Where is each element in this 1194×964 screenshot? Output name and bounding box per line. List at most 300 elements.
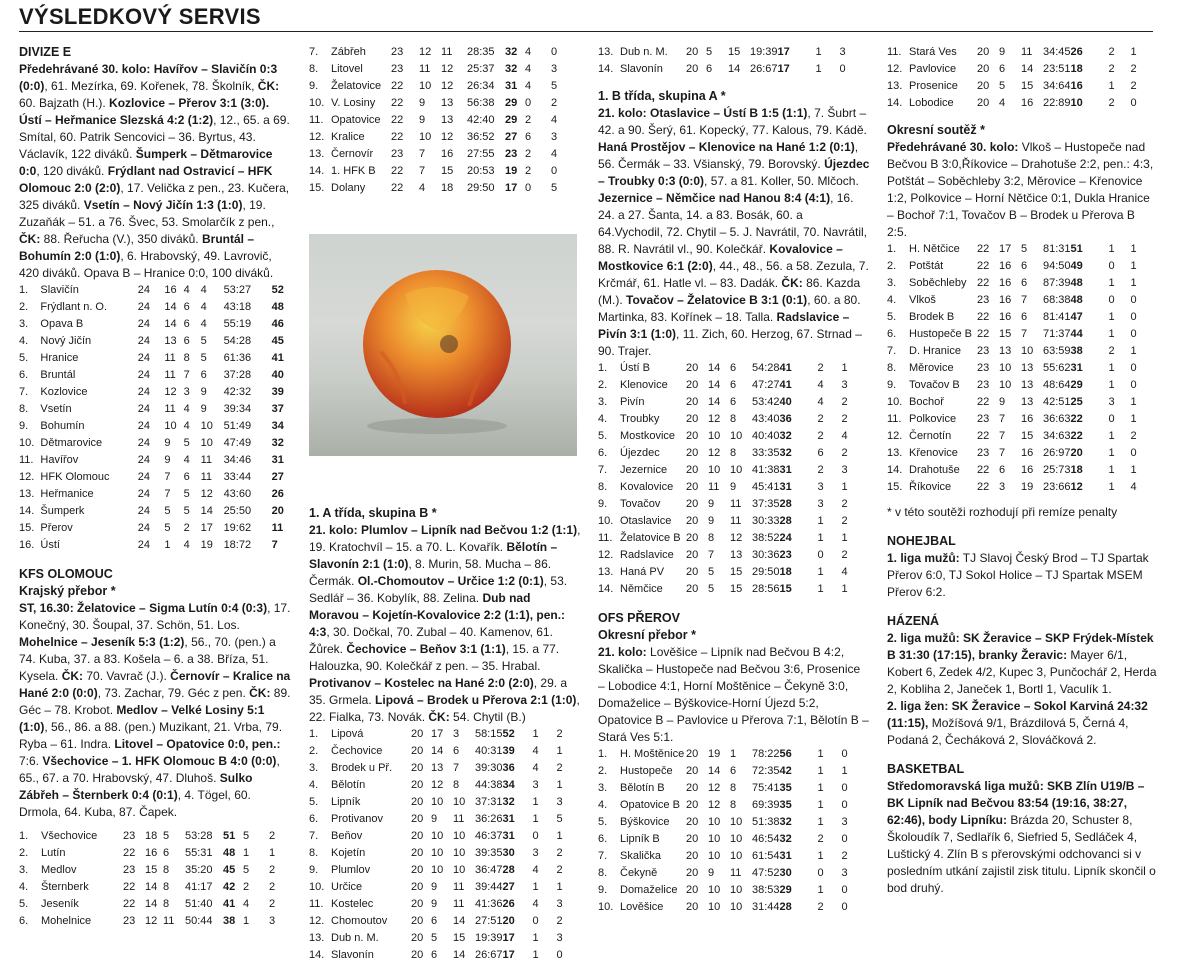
table-row: [598, 44, 866, 61]
table-cell: 2: [551, 97, 558, 109]
table-cell: 1: [1108, 277, 1115, 289]
table-cell: Haná PV: [620, 566, 665, 578]
table-cell: 23: [391, 148, 404, 160]
table-cell: 6: [730, 362, 737, 374]
table-cell: 10: [708, 850, 721, 862]
table-cell: 26: [502, 898, 515, 910]
table-row: [19, 503, 291, 520]
table-cell: 2: [817, 413, 824, 425]
table-row: [598, 377, 868, 394]
table-cell: 20: [411, 949, 424, 961]
table-cell: 6.: [19, 369, 29, 381]
table-cell: 5: [556, 813, 563, 825]
table-cell: 13.: [309, 148, 325, 160]
table-cell: 0: [1130, 311, 1137, 323]
table-cell: 29: [505, 114, 518, 126]
table-row: [887, 445, 1157, 462]
table-cell: 1: [817, 850, 824, 862]
report-segment: Litovel – Opatovice 0:0, pen.:: [114, 737, 281, 751]
table-cell: 4: [841, 566, 848, 578]
table-row: [309, 44, 567, 61]
table-cell: 3.: [598, 396, 608, 408]
table-cell: 11: [164, 403, 176, 415]
table-cell: 24: [137, 352, 150, 364]
table-cell: D. Hranice: [909, 345, 961, 357]
report-segment: , 53. Sedlář – 36. Kobylík, 88. Zelina.: [309, 574, 568, 605]
table-cell: 5: [183, 488, 190, 500]
table-cell: 13: [431, 762, 444, 774]
table-cell: 3: [839, 46, 846, 58]
table-cell: Plumlov: [331, 864, 371, 876]
table-row: [309, 845, 577, 862]
table-cell: Čechovice: [331, 745, 383, 757]
table-cell: 0: [841, 799, 848, 811]
table-cell: Protivanov: [331, 813, 383, 825]
table-cell: Kojetín: [331, 847, 366, 859]
table-cell: 22: [977, 243, 990, 255]
table-cell: 6: [431, 915, 438, 927]
table-cell: 18: [779, 566, 792, 578]
column-1: [19, 44, 291, 821]
table-cell: 9.: [19, 420, 29, 432]
table-row: [598, 899, 868, 916]
table-cell: 20: [686, 782, 699, 794]
ofs-heading: OFS PŘEROV: [598, 611, 680, 625]
table-cell: 36: [502, 762, 515, 774]
table-row: [598, 865, 868, 882]
table-cell: 1: [1130, 277, 1137, 289]
table-cell: Bruntál: [40, 369, 76, 381]
table-cell: 8.: [309, 847, 319, 859]
table-cell: 41: [223, 898, 236, 910]
table-cell: Kralice: [331, 131, 365, 143]
table-cell: 43:40: [752, 413, 780, 425]
table-cell: 6: [1021, 277, 1028, 289]
table-cell: 3: [269, 915, 276, 927]
table-cell: Kozlovice: [40, 386, 88, 398]
table-cell: Mostkovice: [620, 430, 676, 442]
table-cell: V. Losiny: [331, 97, 376, 109]
table-row: [19, 520, 291, 537]
table-cell: 31: [1070, 362, 1083, 374]
table-cell: 51:38: [752, 816, 780, 828]
table-cell: 7: [183, 369, 190, 381]
table-cell: 0: [551, 46, 558, 58]
table-cell: 2: [1108, 63, 1115, 75]
table-cell: 13.: [887, 447, 903, 459]
table-cell: 3.: [19, 864, 29, 876]
table-cell: 69:39: [752, 799, 780, 811]
table-cell: 4: [841, 430, 848, 442]
report-segment: , 73. Zachar, 79. Géc z pen.: [97, 686, 250, 700]
table-cell: 26: [1070, 46, 1083, 58]
table-cell: Hustopeče B: [909, 328, 972, 340]
table-row: [598, 462, 868, 479]
table-cell: 46:37: [475, 830, 503, 842]
table-cell: 38:53: [752, 884, 780, 896]
table-cell: 9.: [598, 884, 608, 896]
table-cell: 45:41: [752, 481, 780, 493]
table-cell: 13: [441, 97, 454, 109]
table-row: [19, 862, 285, 879]
table-cell: 2: [1130, 80, 1137, 92]
table-cell: 2: [841, 396, 848, 408]
table-cell: 24: [137, 369, 150, 381]
ofs-table: [598, 746, 868, 916]
report-segment: 21. kolo: Otaslavice – Ústí B 1:5 (1:1): [598, 106, 808, 120]
table-cell: 2: [556, 864, 563, 876]
report-segment: , 22. Fialka, 73. Novák.: [309, 693, 580, 724]
table-row: [887, 377, 1157, 394]
table-cell: 4: [183, 539, 190, 551]
table-cell: 12: [708, 447, 721, 459]
table-cell: 22:89: [1043, 97, 1071, 109]
table-cell: 4.: [887, 294, 897, 306]
table-cell: 10: [730, 833, 743, 845]
table-cell: 11.: [887, 46, 902, 58]
table-cell: 4: [817, 379, 824, 391]
table-cell: 2: [841, 447, 848, 459]
table-cell: 11: [200, 454, 213, 466]
table-cell: 24: [137, 403, 150, 415]
table-cell: 20: [686, 833, 699, 845]
table-cell: 14.: [598, 583, 614, 595]
table-cell: 15: [1021, 80, 1034, 92]
report-segment: , 65., 67. a 70. Hrabovský, 47. Dluhoš.: [19, 754, 280, 785]
table-cell: 10: [730, 464, 743, 476]
table-cell: 11: [164, 352, 176, 364]
table-row: [598, 496, 868, 513]
table-cell: 41: [271, 352, 284, 364]
table-cell: 17: [999, 243, 1012, 255]
table-cell: Bochoř: [909, 396, 944, 408]
table-cell: Ústí: [40, 539, 60, 551]
table-cell: 0: [551, 165, 558, 177]
table-cell: 0: [841, 833, 848, 845]
table-cell: 55:19: [223, 318, 252, 330]
table-cell: Želatovice B: [620, 532, 681, 544]
table-cell: Želatovice: [331, 80, 382, 92]
table-cell: Troubky: [620, 413, 660, 425]
table-cell: 5: [551, 182, 558, 194]
a-trida-table-cont: [598, 44, 866, 78]
table-row: [309, 95, 567, 112]
table-cell: 2.: [598, 765, 608, 777]
table-cell: 42:40: [467, 114, 495, 126]
table-cell: 5.: [598, 816, 608, 828]
table-cell: 41:17: [185, 881, 213, 893]
table-cell: Tovačov B: [909, 379, 960, 391]
table-cell: 43:60: [223, 488, 252, 500]
table-cell: 72:35: [752, 765, 780, 777]
table-cell: 10: [708, 430, 721, 442]
table-cell: Stará Ves: [909, 46, 957, 58]
table-cell: 32: [502, 796, 515, 808]
table-cell: 0: [1130, 379, 1137, 391]
table-cell: 47:52: [752, 867, 780, 879]
table-cell: 24: [137, 488, 150, 500]
table-cell: 20: [686, 515, 699, 527]
table-cell: 16: [1021, 447, 1034, 459]
column-2: [309, 44, 579, 197]
table-row: [887, 326, 1157, 343]
table-cell: 27:51: [475, 915, 503, 927]
table-cell: 7.: [887, 345, 897, 357]
table-cell: 32: [271, 437, 284, 449]
table-cell: 26:67: [475, 949, 503, 961]
table-cell: 20: [686, 901, 699, 913]
okresni-soutez-note: * v této soutěži rozhodují při remíze penalty: [887, 505, 1118, 519]
report-segment: Haná Prostějov – Klenovice na Hané 1:2 (0:1): [598, 140, 855, 154]
report-segment: ČK:: [19, 232, 41, 246]
table-cell: 42:32: [223, 386, 252, 398]
table-cell: 26:97: [1043, 447, 1071, 459]
table-cell: 19: [505, 165, 518, 177]
table-row: [19, 469, 291, 486]
report-segment: Medlov – Velké Losiny 5:1 (1:0): [19, 703, 265, 734]
table-cell: 61:54: [752, 850, 780, 862]
table-cell: 13.: [309, 932, 325, 944]
table-row: [19, 350, 291, 367]
table-cell: 27: [505, 131, 518, 143]
table-row: [887, 343, 1157, 360]
table-cell: 23: [391, 63, 404, 75]
table-cell: 8: [163, 864, 170, 876]
table-cell: 2: [556, 915, 563, 927]
table-cell: 0: [1108, 294, 1115, 306]
table-cell: Lipník: [331, 796, 361, 808]
table-cell: 1: [1108, 379, 1115, 391]
table-cell: 38: [1070, 345, 1083, 357]
table-cell: 7: [164, 471, 171, 483]
okresni-soutez-table: [887, 241, 1157, 496]
table-cell: 8: [730, 447, 737, 459]
table-cell: 1: [556, 779, 563, 791]
table-cell: Tovačov: [620, 498, 661, 510]
report-segment: Radslavice – Pivín 3:1 (1:0): [598, 310, 850, 341]
table-cell: 40: [779, 396, 792, 408]
table-cell: 16: [999, 277, 1012, 289]
table-cell: 8: [708, 532, 715, 544]
table-cell: 17: [200, 522, 213, 534]
table-cell: 28: [779, 901, 792, 913]
table-cell: 3: [817, 481, 824, 493]
report-segment: , 61. Mezírka, 69. Kořenek, 78. Školník,: [44, 79, 258, 93]
table-cell: 8.: [887, 362, 897, 374]
table-cell: 41:36: [475, 898, 503, 910]
table-cell: 3: [817, 498, 824, 510]
table-row: [309, 163, 567, 180]
kfs-report: [19, 600, 291, 821]
table-cell: 20: [411, 864, 424, 876]
table-row: [19, 367, 291, 384]
report-segment: , 6. Hrabovský, 49. Lavrovič, 420 diváků. Opava B – Hranice 0:0, 100 diváků.: [19, 249, 274, 280]
table-cell: 22: [977, 277, 990, 289]
table-cell: 20: [411, 915, 424, 927]
table-cell: 2: [1130, 63, 1137, 75]
table-row: [309, 930, 577, 947]
table-cell: 9: [999, 396, 1006, 408]
table-cell: 20: [686, 63, 699, 75]
table-cell: 12: [708, 782, 721, 794]
table-cell: 6: [999, 63, 1006, 75]
table-cell: 15.: [887, 481, 903, 493]
table-cell: Otaslavice: [620, 515, 672, 527]
table-cell: 23: [505, 148, 518, 160]
table-cell: 35: [779, 799, 792, 811]
table-cell: 36:26: [475, 813, 503, 825]
table-cell: 17: [777, 63, 790, 75]
table-cell: 10: [708, 833, 721, 845]
report-segment: Jezernice – Němčice nad Hanou 8:4 (4:1): [598, 191, 831, 205]
report-segment: Šumperk – Dětmarovice 0:0: [19, 147, 273, 178]
table-cell: 1.: [19, 830, 29, 842]
table-cell: 13: [730, 549, 743, 561]
table-cell: 2: [243, 881, 250, 893]
table-cell: 11: [730, 515, 742, 527]
table-cell: 34: [502, 779, 515, 791]
table-cell: Černotín: [909, 430, 952, 442]
table-cell: 13: [164, 335, 177, 347]
table-row: [598, 513, 868, 530]
table-cell: 6: [200, 369, 207, 381]
table-cell: Domaželice: [620, 884, 678, 896]
table-row: [309, 777, 577, 794]
table-cell: 1: [817, 884, 824, 896]
table-cell: Ústí B: [620, 362, 650, 374]
table-cell: Slavičín: [40, 284, 79, 296]
table-cell: 48: [223, 847, 236, 859]
table-cell: 1.: [19, 284, 29, 296]
table-cell: 1: [817, 765, 824, 777]
report-segment: 21. kolo:: [598, 645, 647, 659]
table-cell: 3: [999, 481, 1006, 493]
table-cell: 2: [1130, 430, 1137, 442]
table-row: [309, 862, 577, 879]
table-cell: 22: [1070, 430, 1083, 442]
table-cell: Bělotín: [331, 779, 366, 791]
table-cell: 5: [708, 566, 715, 578]
table-cell: 44:38: [475, 779, 503, 791]
table-cell: 0: [1130, 447, 1137, 459]
table-row: [887, 462, 1157, 479]
table-cell: 24: [779, 532, 792, 544]
kfs-heading: KFS OLOMOUC: [19, 567, 113, 581]
table-cell: 6.: [19, 915, 29, 927]
table-cell: 9: [431, 898, 438, 910]
table-cell: 30: [502, 847, 515, 859]
table-cell: 5.: [887, 311, 897, 323]
table-cell: 10: [431, 864, 444, 876]
report-segment: Kozlovice – Přerov 3:1 (3:0). Ústí – Heřmanice Slezská 4:2 (1:2): [19, 96, 270, 127]
table-cell: 1: [532, 796, 539, 808]
table-cell: 1: [841, 765, 848, 777]
table-cell: 15.: [309, 182, 325, 194]
nohejbal-heading: NOHEJBAL: [887, 534, 956, 548]
table-cell: 13: [441, 114, 454, 126]
table-cell: 10.: [598, 901, 614, 913]
table-row: [598, 428, 868, 445]
table-cell: 16: [1021, 413, 1034, 425]
table-cell: 6: [1021, 311, 1028, 323]
table-cell: 1: [730, 748, 737, 760]
table-cell: 5: [200, 352, 207, 364]
table-cell: 3.: [309, 762, 319, 774]
table-cell: 23: [779, 549, 792, 561]
table-cell: 5: [164, 522, 171, 534]
table-cell: 47:27: [752, 379, 780, 391]
table-cell: 0: [525, 97, 532, 109]
table-cell: 12: [441, 80, 454, 92]
table-cell: 13: [999, 345, 1012, 357]
table-cell: 8.: [598, 867, 608, 879]
report-segment: , 19. Kratochvíl – 15. a 70. L. Kovařík.: [309, 523, 581, 554]
table-cell: 14: [453, 949, 466, 961]
table-cell: 2: [525, 148, 532, 160]
table-cell: 49: [1070, 260, 1083, 272]
table-cell: 10: [708, 884, 721, 896]
table-cell: 51:40: [185, 898, 213, 910]
table-cell: 12.: [309, 131, 325, 143]
table-cell: 9: [419, 97, 426, 109]
table-cell: 1: [1130, 260, 1137, 272]
table-cell: 28: [502, 864, 515, 876]
nohejbal-report: [887, 550, 1157, 601]
table-cell: Lipová: [331, 728, 364, 740]
table-row: [309, 129, 567, 146]
table-cell: 4: [532, 762, 539, 774]
table-cell: 4: [999, 97, 1006, 109]
table-row: [598, 564, 868, 581]
table-cell: 31: [271, 454, 284, 466]
table-row: [887, 44, 1157, 61]
table-cell: 10: [730, 816, 743, 828]
table-cell: 12: [145, 915, 158, 927]
table-cell: 15: [779, 583, 792, 595]
report-segment: 70. Vavrač (J.).: [83, 669, 171, 683]
ofs-report: [598, 644, 870, 746]
table-cell: 8: [453, 779, 460, 791]
table-cell: 1: [164, 539, 171, 551]
table-cell: 15: [145, 864, 158, 876]
table-cell: 11.: [887, 413, 902, 425]
table-cell: 22: [977, 481, 990, 493]
table-cell: 13: [1021, 379, 1034, 391]
table-row: [309, 896, 577, 913]
table-cell: 12: [441, 63, 454, 75]
table-cell: 14: [200, 505, 213, 517]
table-cell: Říkovice: [909, 481, 952, 493]
table-cell: 1: [817, 782, 824, 794]
table-cell: 25:73: [1043, 464, 1071, 476]
table-row: [598, 411, 868, 428]
table-row: [309, 61, 567, 78]
table-cell: 11: [271, 522, 284, 534]
report-segment: , 56. Čermák – 33. Všianský, 79. Borovský.: [598, 140, 859, 171]
table-cell: 6: [453, 745, 460, 757]
table-cell: 7: [999, 430, 1006, 442]
table-cell: 10: [730, 901, 743, 913]
table-cell: 20: [411, 813, 424, 825]
table-cell: 22: [1070, 413, 1083, 425]
table-cell: 24: [137, 454, 150, 466]
table-cell: 10: [730, 430, 743, 442]
table-cell: 40: [271, 369, 284, 381]
table-cell: 39:34: [223, 403, 252, 415]
table-cell: 36:52: [467, 131, 495, 143]
report-segment: , 17. Velička z pen., 23. Kučera, 325 diváků.: [19, 181, 290, 212]
table-cell: 36:47: [475, 864, 503, 876]
